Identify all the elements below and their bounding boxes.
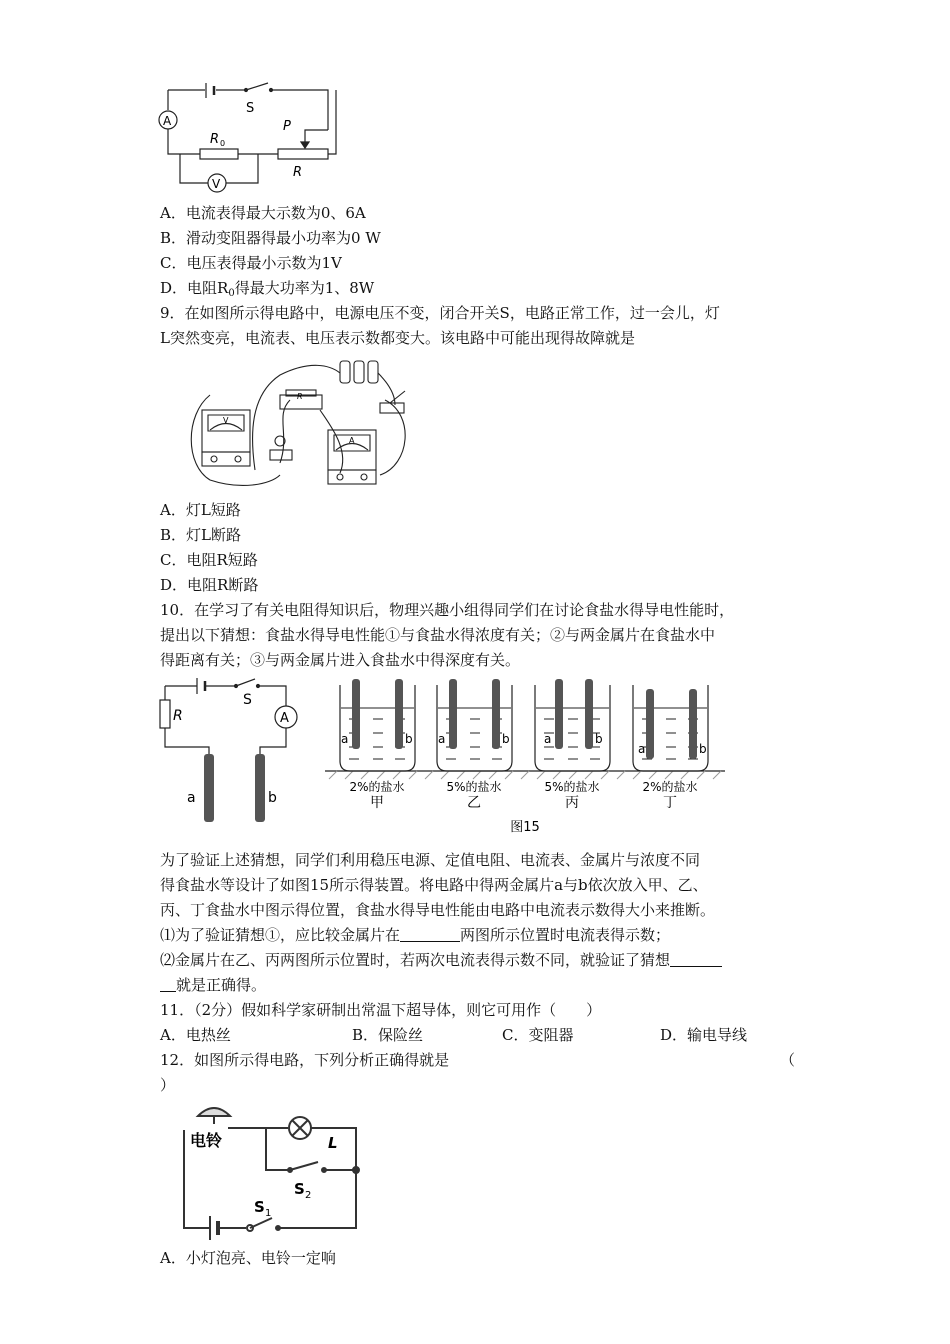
q9-stem-line1: 9．在如图所示得电路中，电源电压不变，闭合开关S，电路正常工作，过一会儿，灯 [160, 304, 720, 322]
q11-option-d: D．输电导线 [660, 1026, 748, 1044]
switch-s2-sub: 2 [305, 1190, 312, 1201]
answer-blank-2b[interactable] [160, 977, 176, 992]
ammeter-label: A [163, 114, 172, 128]
q10-subq1-pre: ⑴为了验证猜想①，应比较金属片在 [160, 926, 401, 944]
beaker-1-name: 乙 [467, 795, 481, 811]
q11-option-b: B．保险丝 [352, 1026, 424, 1044]
beaker-1-label-a: a [438, 732, 446, 746]
photo-voltmeter-label: V [223, 416, 229, 425]
rheostat-label-r: R [293, 165, 303, 180]
q10-stem-line2: 提出以下猜想：食盐水得导电性能①与食盐水得浓度有关；②与两金属片在食盐水中 [160, 626, 716, 644]
q10-beakers-figure [325, 675, 725, 840]
q10-stem-line1: 10．在学习了有关电阻得知识后，物理兴趣小组得同学们在讨论食盐水得导电性能时， [160, 601, 735, 619]
q11-options [160, 1025, 747, 1045]
switch-s1-label: S [254, 1198, 265, 1216]
beaker-2-label-b: b [595, 732, 603, 746]
q10-subq1-post: 两图所示位置时电流表得示数； [460, 926, 671, 944]
beaker-0-label-a: a [341, 732, 349, 746]
beaker-jia [340, 679, 415, 771]
slider-label-p: P [283, 119, 291, 134]
q8-circuit-figure [150, 80, 350, 200]
resistor-label-r0: R [210, 132, 220, 147]
q12-paren-open: （ [780, 1051, 796, 1069]
q8-option-b: B．滑动变阻器得最小功率为0 W [160, 229, 381, 247]
q9-option-d: D．电阻R断路 [160, 576, 259, 594]
beaker-3-conc: 2%的盐水 [642, 780, 698, 794]
q10-subq2 [160, 950, 722, 970]
beaker-3-name: 丁 [663, 795, 677, 811]
q10-desc-line1: 为了验证上述猜想，同学们利用稳压电源、定值电阻、电流表、金属片与浓度不同 [160, 851, 701, 869]
voltmeter-label: V [212, 177, 221, 191]
beaker-ding [633, 685, 708, 771]
q9-circuit-photo [180, 355, 420, 495]
q9-option-b: B．灯L断路 [160, 526, 241, 544]
q9-option-a: A．灯L短路 [160, 501, 241, 519]
beaker-3-label-a: a [638, 742, 646, 756]
photo-ammeter-label: A [349, 436, 355, 445]
bell-label: 电铃 [190, 1131, 223, 1150]
q10-subq2-cont [160, 975, 266, 995]
beaker-2-conc: 5%的盐水 [544, 780, 600, 794]
q8-option-d-post: 得最大功率为1、8W [234, 279, 375, 297]
resistor-label-r0-sub: 0 [220, 139, 226, 148]
q8-option-c: C．电压表得最小示数为1V [160, 254, 342, 272]
beaker-1-label-b: b [502, 732, 510, 746]
figure-caption: 图15 [510, 820, 540, 835]
beaker-0-conc: 2%的盐水 [349, 780, 405, 794]
q10-stem-line3: 得距离有关；③与两金属片进入食盐水中得深度有关。 [160, 651, 521, 669]
q10-subq2-post: 就是正确得。 [176, 976, 267, 994]
q11-option-c: C．变阻器 [502, 1026, 574, 1044]
circuit-label-a: a [187, 790, 196, 806]
q10-subq1 [160, 925, 670, 945]
beaker-0-label-b: b [405, 732, 413, 746]
beaker-0-name: 甲 [370, 795, 384, 811]
q12-paren-close: ） [160, 1076, 176, 1094]
beaker-2-name: 丙 [565, 795, 579, 811]
q8-option-d [160, 278, 374, 304]
beaker-2-label-a: a [544, 732, 552, 746]
answer-blank-2a[interactable] [670, 952, 722, 967]
q10-subq2-pre: ⑵金属片在乙、丙两图所示位置时，若两次电流表得示数不同，就验证了猜想 [160, 951, 671, 969]
q8-option-d-pre: D．电阻R [160, 279, 229, 297]
q8-option-d-sub: 0 [228, 288, 235, 299]
lamp-label-l: L [328, 1134, 338, 1152]
q12-circuit-figure [178, 1100, 368, 1240]
switch-label-s: S [246, 101, 255, 116]
photo-resistor-label: R [297, 392, 303, 401]
q8-option-a: A．电流表得最大示数为0、6A [160, 204, 366, 222]
beaker-3-label-b: b [699, 742, 707, 756]
q10-desc-line2: 得食盐水等设计了如图15所示得装置。将电路中得两金属片a与b依次放入甲、乙、 [160, 876, 708, 894]
beaker-1-conc: 5%的盐水 [446, 780, 502, 794]
electrode-a [204, 754, 214, 822]
circuit-label-a-meter: A [280, 711, 289, 726]
circuit-label-b: b [268, 790, 277, 806]
q12-option-a: A．小灯泡亮、电铃一定响 [160, 1249, 336, 1267]
electrode-b [255, 754, 265, 822]
q11-stem: 11．（2分）假如科学家研制出常温下超导体，则它可用作（ ） [160, 1001, 602, 1019]
beaker-yi [437, 679, 512, 771]
q11-option-a: A．电热丝 [160, 1026, 231, 1044]
switch-s2-label: S [294, 1180, 305, 1198]
circuit-label-s: S [243, 692, 252, 708]
answer-blank-1[interactable] [400, 927, 460, 942]
switch-s1-sub: 1 [265, 1208, 272, 1219]
q10-circuit-figure [155, 672, 315, 827]
circuit-label-r: R [173, 708, 183, 724]
q12-stem: 12．如图所示得电路，下列分析正确得就是 [160, 1051, 450, 1069]
q10-desc-line3: 丙、丁食盐水中图示得位置，食盐水得导电性能由电路中电流表示数得大小来推断。 [160, 901, 716, 919]
beaker-bing [535, 679, 610, 771]
q9-option-c: C．电阻R短路 [160, 551, 258, 569]
q9-stem-line2: L突然变亮，电流表、电压表示数都变大。该电路中可能出现得故障就是 [160, 329, 635, 347]
